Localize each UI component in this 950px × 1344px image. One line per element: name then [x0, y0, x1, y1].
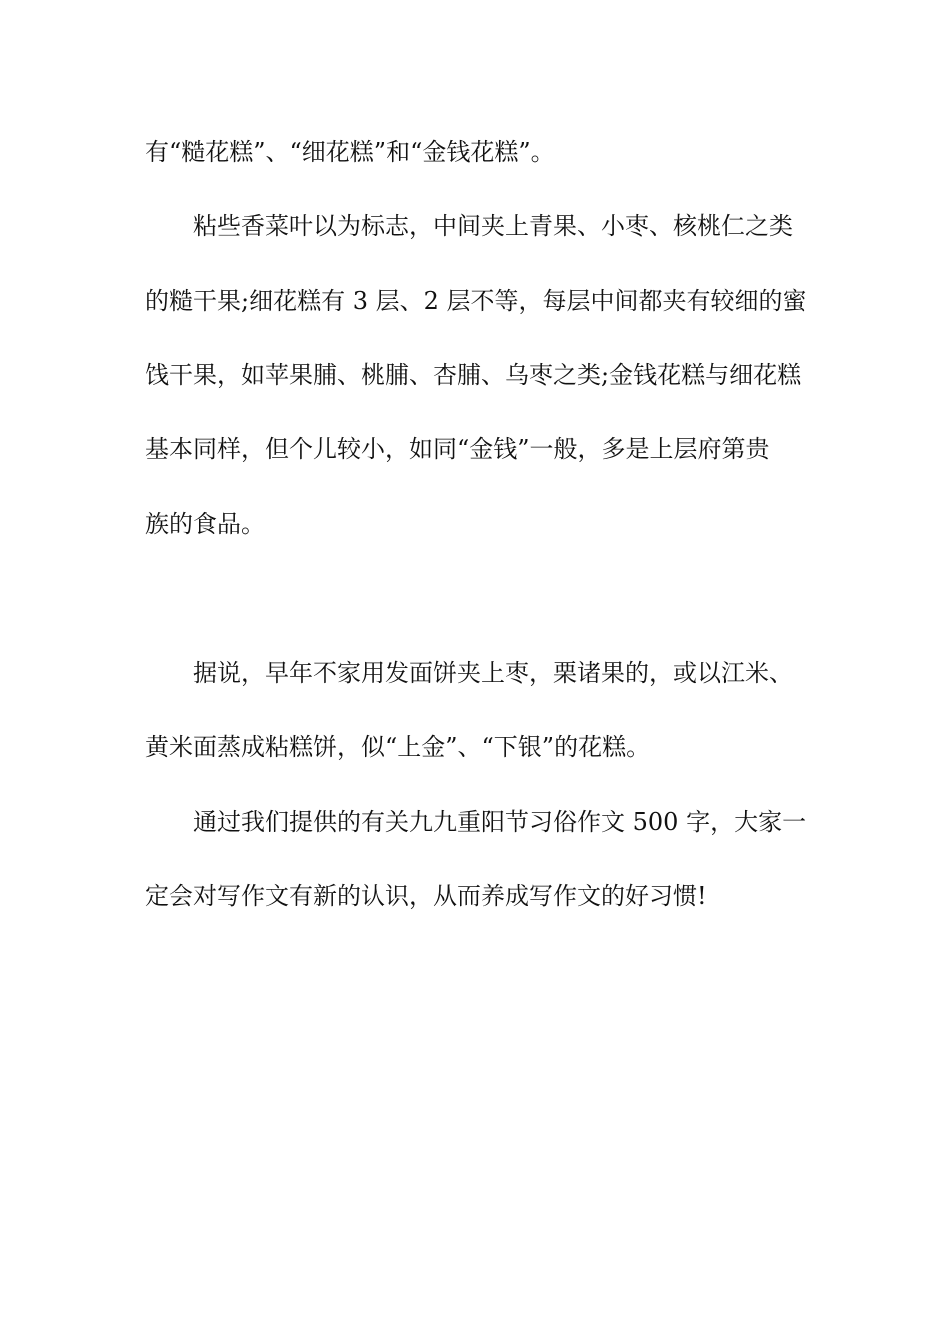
paragraph-line: 黄米面蒸成粘糕饼，似“上金”、“下银”的花糕。: [145, 733, 651, 761]
paragraph-line: 基本同样，但个儿较小，如同“金钱”一般，多是上层府第贵: [145, 435, 770, 463]
text-line: 有“糙花糕”、“细花糕”和“金钱花糕”。: [145, 138, 555, 166]
paragraph-line: 定会对写作文有新的认识，从而养成写作文的好习惯!: [145, 882, 707, 910]
paragraph-line: 据说，早年不家用发面饼夹上枣，栗诸果的，或以江米、: [193, 659, 793, 687]
paragraph-line: 的糙干果;细花糕有 3 层、2 层不等，每层中间都夹有较细的蜜: [145, 287, 807, 315]
paragraph-line: 通过我们提供的有关九九重阳节习俗作文 500 字，大家一: [193, 808, 807, 836]
paragraph-line: 族的食品。: [145, 510, 265, 538]
paragraph-line: 粘些香菜叶以为标志，中间夹上青果、小枣、核桃仁之类: [193, 212, 793, 240]
paragraph-line: 饯干果，如苹果脯、桃脯、杏脯、乌枣之类;金钱花糕与细花糕: [145, 361, 802, 389]
